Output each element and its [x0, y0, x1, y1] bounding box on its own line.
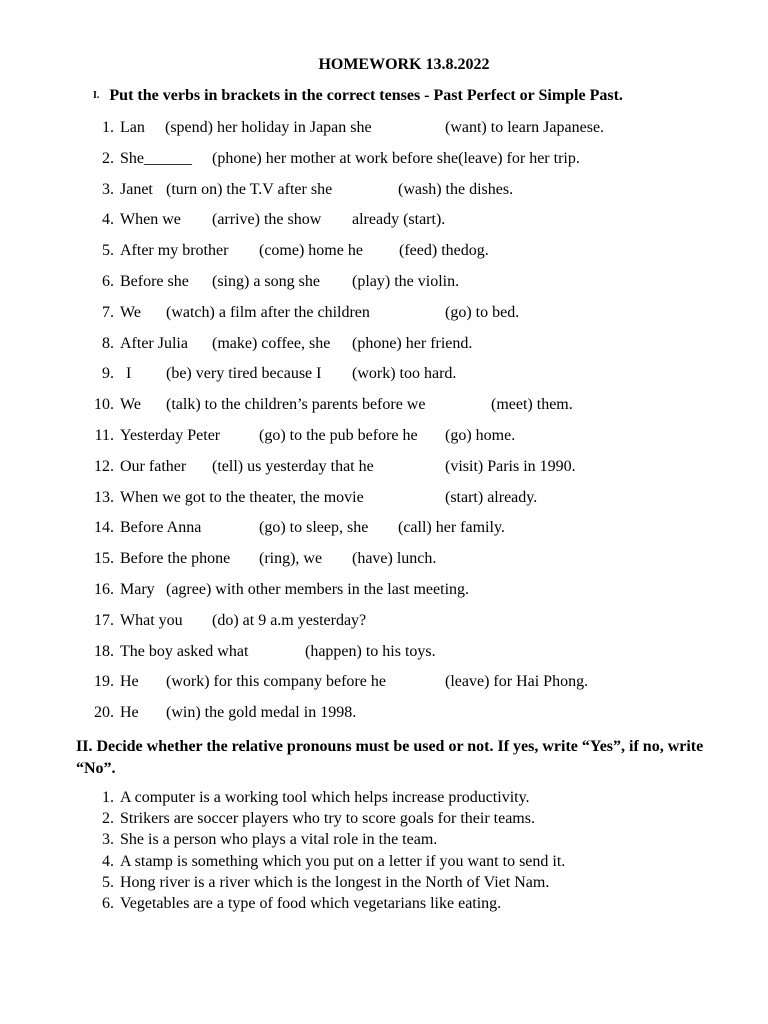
list-item: 6. Vegetables are a type of food which vegetarians like eating.: [102, 894, 502, 912]
list-item: 2. Strikers are soccer players who try to score goals for their teams.: [102, 810, 535, 828]
list-item: 1. A computer is a working tool which helps increase productivity.: [102, 789, 530, 806]
list-item: 5. Hong river is a river which is the longest in the North of Viet Nam.: [102, 873, 550, 891]
list-item: 3. She is a person who plays a vital role in the team.: [102, 831, 438, 849]
section-1-heading: [93, 87, 623, 105]
page-title: HOMEWORK 13.8.2022: [318, 56, 490, 73]
list-item: 4. A stamp is something which you put on a letter if you want to send it.: [102, 852, 566, 870]
section-1-instruction: Put the verbs in brackets in the correct tenses - Past Perfect or Simple Past.: [109, 87, 623, 104]
section-2-list: [84, 787, 566, 914]
section-2-heading: II. Decide whether the relative pronouns must be used or not. If yes, write “Yes”, if no, write “No”.: [76, 738, 704, 777]
section-1-numeral: I.: [93, 90, 100, 101]
